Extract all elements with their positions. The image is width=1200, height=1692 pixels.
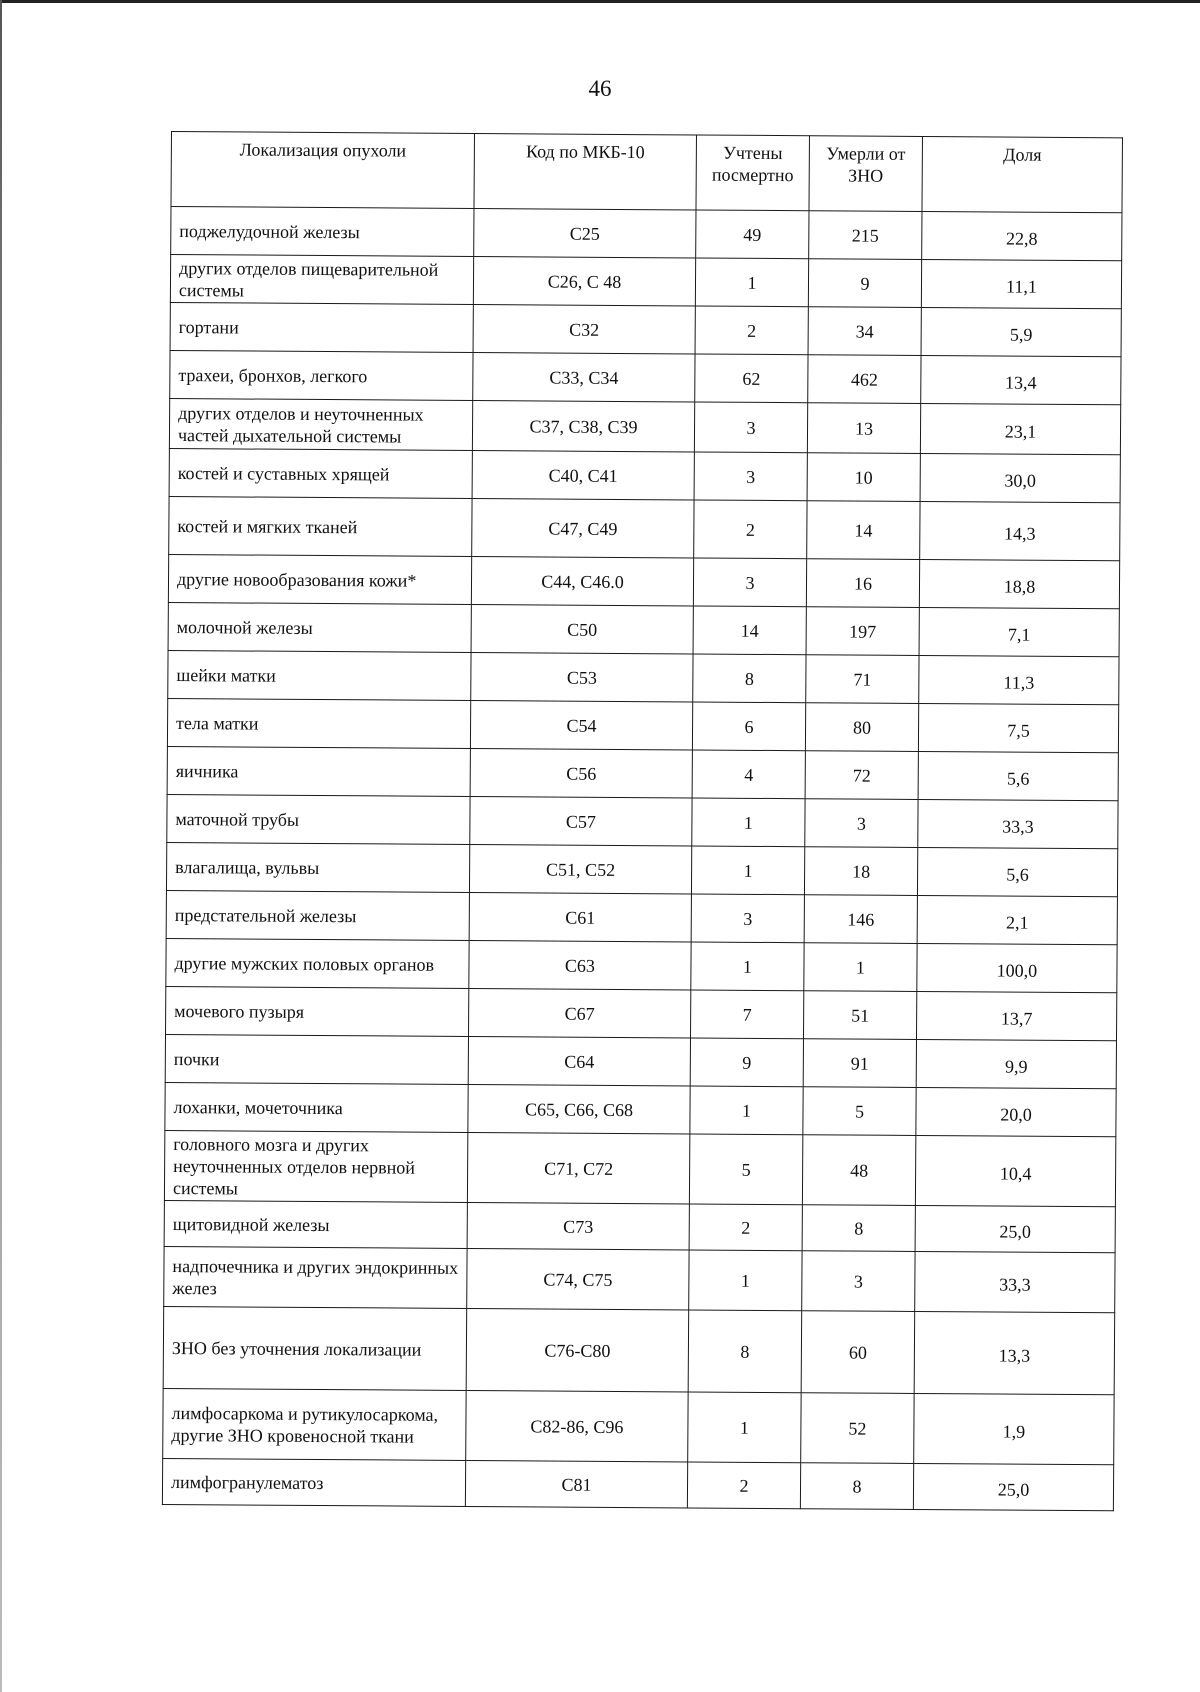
cell-location: гортани: [170, 302, 473, 352]
cell-location: другие новообразования кожи*: [168, 554, 471, 604]
page-number: 46: [588, 76, 612, 101]
cell-share: 9,9: [916, 1039, 1116, 1088]
cell-location: почки: [165, 1034, 468, 1084]
cell-share: 14,3: [920, 501, 1120, 560]
cell-posthumous: 3: [693, 558, 806, 607]
cell-share: 23,1: [920, 403, 1120, 454]
cell-died: 1: [804, 943, 917, 992]
cell-died: 9: [808, 259, 921, 308]
cell-icd-code: С33, С34: [473, 353, 695, 402]
cell-icd-code: С56: [470, 748, 692, 797]
cell-location: шейки матки: [168, 650, 471, 700]
cell-icd-code: С82-86, С96: [466, 1390, 688, 1461]
table-row: [170, 350, 1121, 404]
cell-icd-code: С54: [470, 701, 692, 750]
mortality-table: [162, 131, 1123, 1511]
cell-posthumous: 4: [692, 750, 805, 799]
cell-share: 22,8: [922, 211, 1122, 260]
cell-share: 13,4: [921, 355, 1121, 404]
cell-location: другие мужских половых органов: [166, 938, 469, 988]
cell-posthumous: 1: [695, 258, 808, 307]
table-row: [164, 1200, 1115, 1252]
cell-location: лоханки, мочеточника: [165, 1082, 468, 1132]
cell-share: 25,0: [915, 1205, 1115, 1252]
cell-died: 16: [806, 559, 919, 608]
header-died: Умерли от ЗНО: [809, 136, 922, 212]
scan-edge-top: [0, 0, 1200, 3]
cell-icd-code: С47, С49: [472, 499, 694, 558]
cell-died: 5: [803, 1087, 916, 1136]
table-row: [166, 842, 1117, 896]
table-row: [162, 1458, 1113, 1510]
cell-posthumous: 3: [694, 452, 807, 501]
cell-died: 3: [802, 1251, 915, 1312]
cell-died: 197: [806, 607, 919, 656]
cell-location: ЗНО без уточнения локализации: [163, 1306, 467, 1390]
table-row: [164, 1130, 1115, 1206]
cell-died: 51: [803, 991, 916, 1040]
cell-died: 48: [802, 1135, 915, 1206]
cell-share: 7,1: [919, 607, 1119, 656]
cell-icd-code: С51, С52: [469, 844, 691, 893]
cell-posthumous: 1: [688, 1392, 801, 1463]
cell-died: 462: [808, 355, 921, 404]
table-row: [168, 650, 1119, 704]
table-row: [165, 1082, 1116, 1136]
cell-share: 5,9: [921, 307, 1121, 356]
table-row: [168, 554, 1119, 608]
cell-location: предстательной железы: [166, 890, 469, 940]
cell-location: щитовидной железы: [164, 1200, 467, 1248]
table-row: [170, 302, 1121, 356]
cell-posthumous: 2: [689, 1204, 802, 1251]
cell-icd-code: С74, С75: [467, 1248, 689, 1309]
table-row: [164, 1246, 1115, 1312]
cell-share: 5,6: [918, 751, 1118, 800]
cell-posthumous: 8: [688, 1310, 802, 1393]
cell-share: 11,1: [921, 259, 1121, 308]
table-row: [166, 986, 1117, 1040]
cell-share: 5,6: [917, 847, 1117, 896]
cell-icd-code: С64: [468, 1036, 690, 1085]
cell-died: 91: [803, 1039, 916, 1088]
cell-icd-code: С40, С41: [472, 451, 694, 500]
cell-location: трахеи, бронхов, легкого: [170, 350, 473, 400]
cell-share: 11,3: [919, 655, 1119, 704]
cell-share: 33,3: [915, 1251, 1115, 1312]
cell-posthumous: 1: [689, 1250, 802, 1311]
cell-posthumous: 5: [689, 1134, 802, 1205]
table-row: [171, 207, 1122, 261]
cell-died: 13: [807, 403, 920, 454]
cell-died: 10: [807, 453, 920, 502]
cell-location: лимфосаркома и рутикулосаркома, другие ЗНО кровеносной ткани: [163, 1388, 466, 1460]
header-posthumous: Учтены посмертно: [696, 135, 809, 211]
cell-share: 100,0: [917, 943, 1117, 992]
cell-posthumous: 8: [693, 654, 806, 703]
cell-posthumous: 3: [694, 402, 807, 453]
cell-icd-code: С57: [470, 796, 692, 845]
cell-posthumous: 14: [693, 606, 806, 655]
cell-location: костей и мягких тканей: [169, 496, 472, 556]
cell-posthumous: 49: [696, 210, 809, 259]
cell-icd-code: С76-С80: [466, 1308, 689, 1391]
cell-posthumous: 1: [690, 1086, 803, 1135]
header-row: [171, 132, 1122, 213]
header-location: Локализация опухоли: [171, 132, 474, 209]
cell-share: 30,0: [920, 453, 1120, 502]
cell-icd-code: С32: [473, 305, 695, 354]
cell-location: тела матки: [167, 698, 470, 748]
cell-died: 215: [809, 211, 922, 260]
cell-location: костей и суставных хрящей: [169, 448, 472, 498]
cell-died: 71: [806, 655, 919, 704]
cell-share: 13,7: [916, 991, 1116, 1040]
table-row: [166, 938, 1117, 992]
cell-posthumous: 9: [690, 1038, 803, 1087]
cell-location: маточной трубы: [167, 794, 470, 844]
cell-location: надпочечника и других эндокринных желез: [164, 1246, 467, 1308]
cell-share: 18,8: [919, 559, 1119, 608]
cell-location: яичника: [167, 746, 470, 796]
cell-died: 72: [805, 751, 918, 800]
cell-location: мочевого пузыря: [166, 986, 469, 1036]
cell-posthumous: 7: [690, 990, 803, 1039]
table-row: [167, 746, 1118, 800]
cell-icd-code: С25: [474, 209, 696, 258]
header-icd-code: Код по МКБ-10: [474, 134, 696, 210]
cell-posthumous: 62: [695, 354, 808, 403]
cell-posthumous: 2: [687, 1462, 800, 1509]
cell-share: 13,3: [914, 1311, 1115, 1394]
cell-share: 25,0: [913, 1463, 1113, 1510]
cell-location: других отделов пищеварительной системы: [170, 255, 473, 305]
cell-died: 60: [801, 1311, 915, 1394]
scan-edge-left: [0, 0, 2, 1692]
table-row: [167, 698, 1118, 752]
cell-icd-code: С26, С 48: [473, 257, 695, 306]
cell-location: других отделов и неуточненных частей дыхательной системы: [169, 398, 472, 450]
cell-share: 7,5: [918, 703, 1118, 752]
cell-icd-code: С67: [469, 988, 691, 1037]
table-row: [165, 1034, 1116, 1088]
table-row: [170, 255, 1121, 309]
cell-posthumous: 2: [695, 306, 808, 355]
cell-share: 33,3: [918, 799, 1118, 848]
cell-died: 8: [800, 1463, 913, 1510]
cell-died: 8: [802, 1205, 915, 1252]
table-row: [169, 448, 1120, 502]
table-body: [162, 207, 1122, 1511]
cell-died: 18: [804, 847, 917, 896]
cell-died: 80: [805, 703, 918, 752]
cell-posthumous: 2: [694, 500, 807, 559]
cell-died: 34: [808, 307, 921, 356]
cell-died: 146: [804, 895, 917, 944]
cell-share: 1,9: [914, 1393, 1114, 1464]
cell-icd-code: С81: [465, 1460, 687, 1507]
cell-location: молочной железы: [168, 602, 471, 652]
cell-location: головного мозга и других неуточненных отделов нервной системы: [164, 1130, 467, 1202]
cell-icd-code: С63: [469, 940, 691, 989]
table-row: [169, 398, 1120, 454]
cell-icd-code: С44, С46.0: [471, 557, 693, 606]
cell-share: 2,1: [917, 895, 1117, 944]
cell-posthumous: 3: [691, 894, 804, 943]
cell-icd-code: С65, С66, С68: [468, 1084, 690, 1133]
cell-posthumous: 1: [691, 846, 804, 895]
table-row: [163, 1306, 1115, 1394]
cell-icd-code: С53: [471, 653, 693, 702]
cell-share: 10,4: [915, 1135, 1115, 1206]
table-row: [169, 496, 1120, 560]
cell-posthumous: 6: [692, 702, 805, 751]
table-row: [167, 794, 1118, 848]
cell-icd-code: С37, С38, С39: [472, 401, 694, 452]
table-row: [163, 1388, 1114, 1464]
cell-location: влагалища, вульвы: [166, 842, 469, 892]
table-row: [166, 890, 1117, 944]
cell-icd-code: С61: [469, 892, 691, 941]
cell-location: поджелудочной железы: [171, 207, 474, 257]
cell-location: лимфогранулематоз: [162, 1458, 465, 1506]
cell-posthumous: 1: [691, 942, 804, 991]
header-share: Доля: [922, 136, 1122, 212]
cell-died: 14: [807, 501, 920, 560]
table-row: [168, 602, 1119, 656]
cell-icd-code: С50: [471, 605, 693, 654]
cell-icd-code: С71, С72: [467, 1132, 689, 1203]
cell-died: 52: [801, 1393, 914, 1464]
cell-icd-code: С73: [467, 1202, 689, 1249]
cell-died: 3: [805, 799, 918, 848]
cell-share: 20,0: [916, 1087, 1116, 1136]
cell-posthumous: 1: [692, 798, 805, 847]
